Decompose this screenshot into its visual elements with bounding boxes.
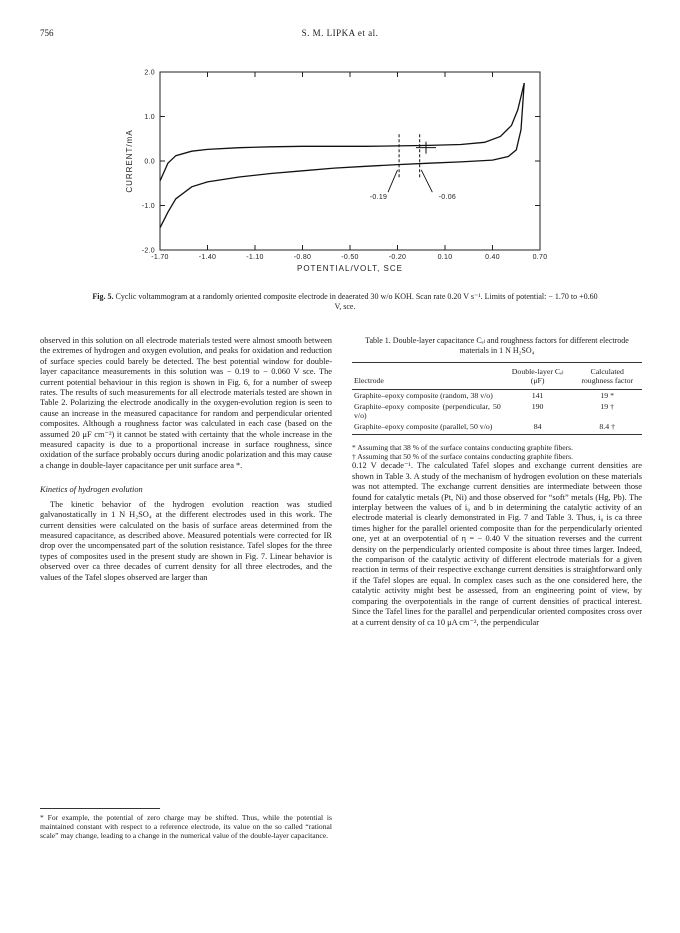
left-paragraph-1: observed in this solution on all electrode materials tested were almost smooth between the extremes of hydrogen and oxygen evolution, and peaks for oxidation and reduction of surface species could barely be detected. The best potential window for double-layer capacitance measurements in this solution was − 0.19 to − 0.060 V sce. The current potential behaviour in this region is shown in Fig. 6, for a number of sweep rates. The results of such measurements for all electrode materials tested are shown in Table 2. Polarizing the electrode anodically in the oxygen-evolution region is seen to cause an increase in the measured capacitance for random and perpendicular oriented composites. Although a roughness factor was calculated in each case (based on the assumed 20 μF cm⁻²) it cannot be stated with certainty that the whole increase in the measured capacity is due to a proportional increase in surface roughness, since oxidation of the surface probably occurs during anodic polarization and this may cause a change in double-layer capacitance per unit surface area *. [40,336,332,470]
table-note-2: † Assuming that 50 % of the surface contains conducting graphite fibers. [352,452,574,462]
table-cell-roughness: 8.4 † [572,421,642,435]
cv-curve-anodic [160,83,524,181]
annotation-right: -0.06 [438,193,457,201]
table-row [352,421,642,435]
right-column [352,336,642,628]
x-tick-label: -0.50 [341,254,359,261]
y-axis-label: CURRENT/mA [125,129,134,193]
annotation-arrow-right [421,170,432,192]
table-cell-capacitance: 84 [503,421,573,435]
section-title: Kinetics of hydrogen evolution [40,485,143,495]
footnote-text: * For example, the potential of zero charge may be shifted. Thus, while the potential is maintained constant with respect to a reference electrode, its value on the so called “rational scale” may change, leading to a change in the numerical value of the double-layer capacitance. [40,813,332,841]
table-cell-roughness: 19 * [600,391,615,400]
footnote-divider [40,808,160,809]
y-tick-label: -2.0 [141,247,155,255]
x-tick-label: -1.10 [246,254,264,261]
y-tick-label: -1.0 [141,203,155,210]
x-tick-label: 0.10 [437,254,453,261]
annotation-arrow-left [388,170,398,192]
table-row [352,390,642,402]
caption-label: Fig. 5. [92,292,114,301]
page-number: 756 [40,28,54,38]
table-cell-electrode: Graphite–epoxy composite (parallel, 50 v/o) [352,421,503,435]
x-tick-label: -1.40 [198,254,217,261]
cv-chart [120,62,570,292]
x-tick-label: 0.70 [532,254,548,261]
table-cell-electrode: Graphite–epoxy composite (random, 38 v/o) [354,391,493,400]
table-title: Table 1. Double-layer capacitance Cₑₗ and roughness factors for different electrode materials in 1 N H₂SO₄ [365,336,629,355]
capacitance-table [352,362,642,435]
right-paragraph-1: 0.12 V decade⁻¹. The calculated Tafel slopes and exchange current densities are shown in Table 3. A study of the mechanism of hydrogen evolution on these materials was not attempted. The exchange current densities are intermediate between those found for catalytic metals (Pt, Ni) and those observed for “soft” metals (Hg, Pb). The interplay between the values of i₀ and b in determining the catalytic activity of an electrode material is clearly demonstrated in Fig. 7 and Table 3. Thus, i₀ is ca three times higher for the parallel oriented composite than for the perpendicularly oriented one, yet at an overpotential of η = − 0.40 V the situation reverses and the current density on the perpendicularly oriented composite is about three times larger. Indeed, the comparison of the catalytic activity of different electrode materials for a given reaction in terms of their respective exchange current densities is straightforward only if the Tafel slopes are equal. In complex cases such as the one considered here, the catalytic activity might best be assessed, from an engineering point of view, by comparing the overpotentials in the range of current densities of practical interest. Since the Tafel lines for the parallel and perpendicular oriented composites cross over at a current density of ca 10 μA cm⁻², the perpendicular [352,461,642,627]
x-tick-label: -1.70 [151,254,169,261]
figure-caption [90,292,600,312]
table-note-1: * Assuming that 38 % of the surface contains conducting graphite fibers. [352,443,574,452]
left-column [40,336,332,583]
table-notes [352,443,642,461]
table-row [352,401,642,421]
y-tick-label: 1.0 [144,114,155,121]
x-tick-label: -0.20 [388,254,407,261]
y-tick-label: 0.0 [144,158,155,166]
table-header-capacitance: Double-layer Cₑₗ (μF) [503,363,573,390]
left-footnote [40,808,332,841]
page-header [40,28,640,42]
table-cell-capacitance: 190 [531,402,544,411]
cyclic-voltammogram-figure [120,62,570,292]
left-paragraph-2: The kinetic behavior of the hydrogen evolution reaction was studied galvanostatically in 1 N H₂SO₄ at the different electrodes used in this work. The current densities were calculated on the basis of surface areas determined from the measured capacitance, as described above. Measured potentials were corrected for IR drop over the uncompensated part of the solution resistance. Tafel slopes for the three types of composites used in the present study are shown in Fig. 7. Linear behavior is observed over ca three decades of current density for all three electrodes, and the values of the Tafel slopes observed are larger than [40,499,332,582]
caption-text: Cyclic voltammogram at a randomly oriented composite electrode in deaerated 30 w/o KOH. Scan rate 0.20 V s⁻¹. Limits of potential: − 1.70 to +0.60 V, sce. [115,292,598,311]
x-tick-label: -0.80 [293,254,312,261]
y-tick-label: 2.0 [144,69,155,77]
cv-curve-cathodic [160,83,524,228]
running-title: S. M. LIPKA et al. [301,28,379,38]
x-tick-label: 0.40 [485,254,500,261]
table-cell-electrode: Graphite–epoxy composite (perpendicular, 50 v/o) [354,402,501,420]
table-cell-capacitance: 141 [531,391,544,400]
annotation-left: -0.19 [369,193,388,201]
table-header-electrode: Electrode [352,363,503,390]
table-header-roughness: Calculated roughness factor [572,363,642,390]
table-cell-roughness: 19 † [600,402,615,411]
x-axis-label: POTENTIAL/VOLT, SCE [297,264,403,273]
